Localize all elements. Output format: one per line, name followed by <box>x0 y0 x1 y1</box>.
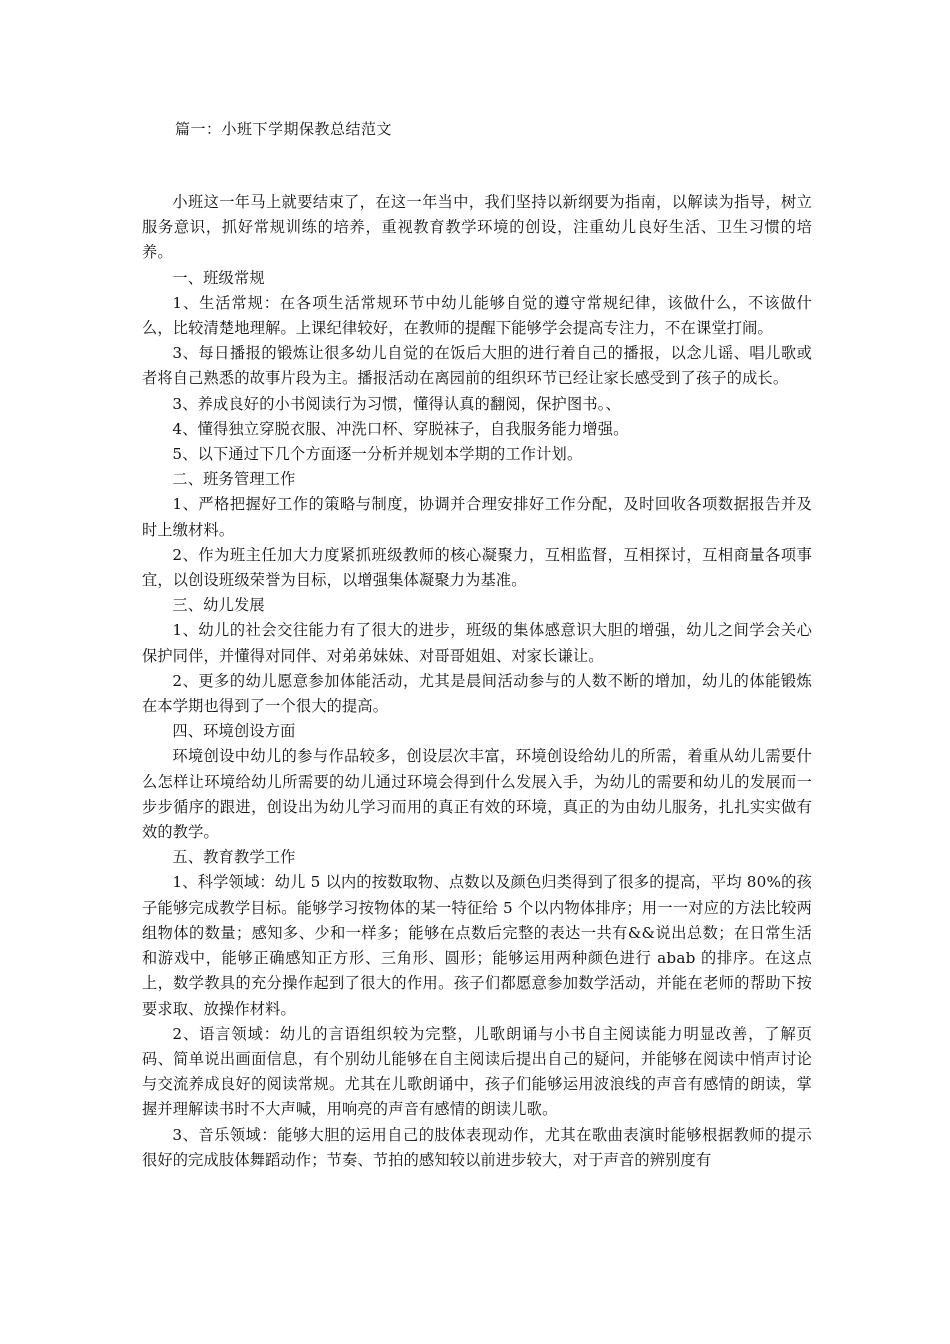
document-title: 篇一：小班下学期保教总结范文 <box>175 120 393 138</box>
paragraph: 2、语言领域：幼儿的言语组织较为完整，儿歌朗诵与小书自主阅读能力明显改善，了解页码、简单说出画面信息，有个别幼儿能够在自主阅读后提出自己的疑问，并能够在阅读中悄声讨论与交流养成良好的阅读常规。尤其在儿歌朗诵中，孩子们能够运用波浪线的声音有感情的朗读，掌握并理解读书时不大声喊，用响亮的声音有感情的朗读儿歌。 <box>142 1024 812 1119</box>
section-heading-teaching: 五、教育教学工作 <box>172 848 296 867</box>
paragraph: 3、养成良好的小书阅读行为习惯，懂得认真的翻阅，保护图书。、 <box>172 394 621 413</box>
section-heading-class-management: 二、班务管理工作 <box>172 470 296 489</box>
section-heading-child-development: 三、幼儿发展 <box>172 596 265 615</box>
section-heading-class-routine: 一、班级常规 <box>172 268 265 287</box>
paragraph: 4、懂得独立穿脱衣服、冲洗口杯、穿脱袜子，自我服务能力增强。 <box>172 419 629 438</box>
paragraph: 1、严格把握好工作的策略与制度，协调并合理安排好工作分配，及时回收各项数据报告并及时上缴材料。 <box>142 495 812 539</box>
paragraph: 2、作为班主任加大力度紧抓班级教师的核心凝聚力，互相监督，互相探讨，互相商量各项事宜，以创设班级荣誉为目标，以增强集体凝聚力为基准。 <box>142 545 812 590</box>
paragraph: 环境创设中幼儿的参与作品较多，创设层次丰富，环境创设给幼儿的所需，着重从幼儿需要什么怎样让环境给幼儿所需要的幼儿通过环境会得到什么发展入手，为幼儿的需要和幼儿的发展而一步步循序的跟进，创设出为幼儿学习而用的真正有效的环境，真正的为由幼儿服务，扎扎实实做有效的教学。 <box>142 747 812 842</box>
document-body <box>142 190 812 1173</box>
paragraph: 2、更多的幼儿愿意参加体能活动，尤其是晨间活动参与的人数不断的增加，幼儿的体能锻炼在本学期也得到了一个很大的提高。 <box>142 671 812 716</box>
paragraph: 3、音乐领域：能够大胆的运用自己的肢体表现动作，尤其在歌曲表演时能够根据教师的提示很好的完成肢体舞蹈动作；节奏、节拍的感知较以前进步较大，对于声音的辨别度有 <box>142 1125 812 1169</box>
paragraph: 1、科学领域：幼儿 5 以内的按数取物、点数以及颜色归类得到了很多的提高，平均 80%的孩子能够完成教学目标。能够学习按物体的某一特征给 5 个以内物体排序；用一一对应的方法比较两组物体的数量；感知多、少和一样多；能够在点数后完整的表达一共有&&说出总数；在日常生活和游戏中，能够正确感知正方形、三角形、圆形；能够运用两种颜色进行 abab 的排序。在这点上，数学教具的充分操作起到了很大的作用。孩子们都愿意参加数学活动，并能在老师的帮助下按要求取、放操作材料。 <box>142 873 812 1018</box>
paragraph: 1、幼儿的社会交往能力有了很大的进步，班级的集体感意识大胆的增强，幼儿之间学会关心保护同伴，并懂得对同伴、对弟弟妹妹、对哥哥姐姐、对家长谦让。 <box>142 621 812 665</box>
intro-paragraph: 小班这一年马上就要结束了，在这一年当中，我们坚持以新纲要为指南，以解读为指导，树立服务意识，抓好常规训练的培养，重视教育教学环境的创设，注重幼儿良好生活、卫生习惯的培养。 <box>142 193 812 262</box>
paragraph: 3、每日播报的锻炼让很多幼儿自觉的在饭后大胆的进行着自己的播报，以念儿谣、唱儿歌或者将自己熟悉的故事片段为主。播报活动在离园前的组织环节已经让家长感受到了孩子的成长。 <box>142 344 812 388</box>
paragraph: 5、以下通过下几个方面逐一分析并规划本学期的工作计划。 <box>172 445 583 464</box>
section-heading-environment: 四、环境创设方面 <box>172 722 296 741</box>
paragraph: 1、生活常规：在各项生活常规环节中幼儿能够自觉的遵守常规纪律，该做什么，不该做什么，比较清楚地理解。上课纪律较好，在教师的提醒下能够学会提高专注力，不在课堂打闹。 <box>142 293 812 338</box>
